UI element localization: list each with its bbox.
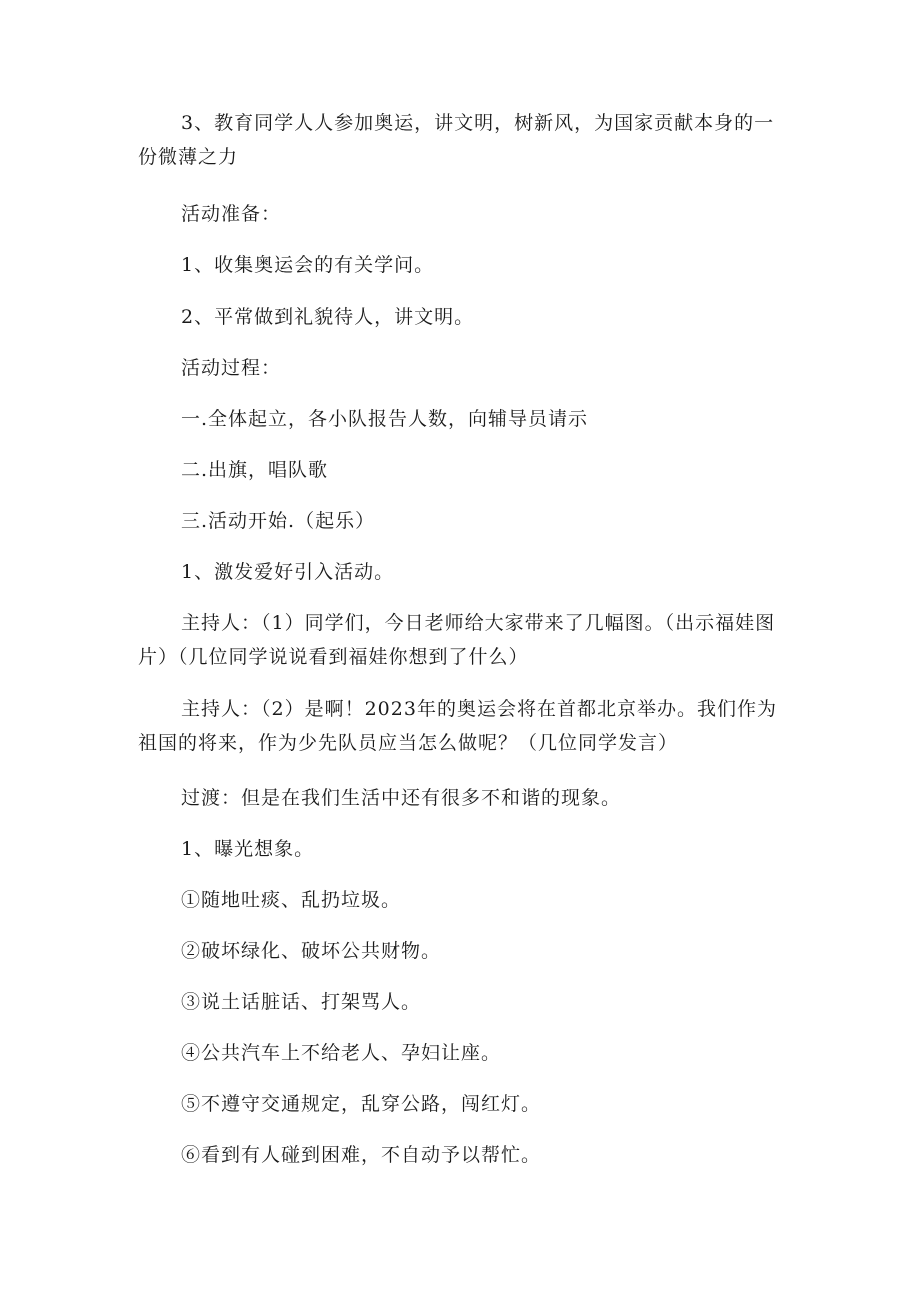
paragraph-transition: 过渡：但是在我们生活中还有很多不和谐的现象。 — [181, 787, 622, 809]
list-item-3: ③说土话脏话、打架骂人。 — [181, 991, 422, 1013]
paragraph-step-3: 三.活动开始.（起乐） — [181, 510, 376, 532]
paragraph-host-1: 主持人：（1）同学们，今日老师给大家带来了几幅图。（出示福娃图片）（几位同学说说看到福娃你想到了什么） — [138, 612, 776, 668]
list-item-5: ⑤不遵守交通规定，乱穿公路，闯红灯。 — [181, 1093, 542, 1115]
paragraph-goal-3: 3、教育同学人人参加奥运，讲文明，树新风，为国家贡献本身的一份微薄之力 — [138, 112, 775, 168]
list-item-6: ⑥看到有人碰到困难，不自动予以帮忙。 — [181, 1144, 542, 1166]
paragraph-prep-1: 1、收集奥运会的有关学问。 — [181, 254, 435, 276]
heading-preparation: 活动准备： — [181, 203, 282, 225]
paragraph-step-1: 一.全体起立，各小队报告人数，向辅导员请示 — [181, 408, 589, 430]
list-item-4: ④公共汽车上不给老人、孕妇让座。 — [181, 1042, 502, 1064]
paragraph-exposure: 1、曝光想象。 — [181, 838, 315, 860]
list-item-2: ②破坏绿化、破坏公共财物。 — [181, 940, 442, 962]
paragraph-step-2: 二.出旗，唱队歌 — [181, 459, 329, 481]
list-item-1: ①随地吐痰、乱扔垃圾。 — [181, 889, 402, 911]
paragraph-host-2: 主持人：（2）是啊！2023年的奥运会将在首都北京举办。我们作为祖国的将来，作为少先队员应当怎么做呢？（几位同学发言） — [138, 698, 777, 754]
paragraph-activity-1: 1、激发爱好引入活动。 — [181, 561, 395, 583]
heading-process: 活动过程： — [181, 357, 282, 379]
paragraph-prep-2: 2、平常做到礼貌待人，讲文明。 — [181, 306, 475, 328]
